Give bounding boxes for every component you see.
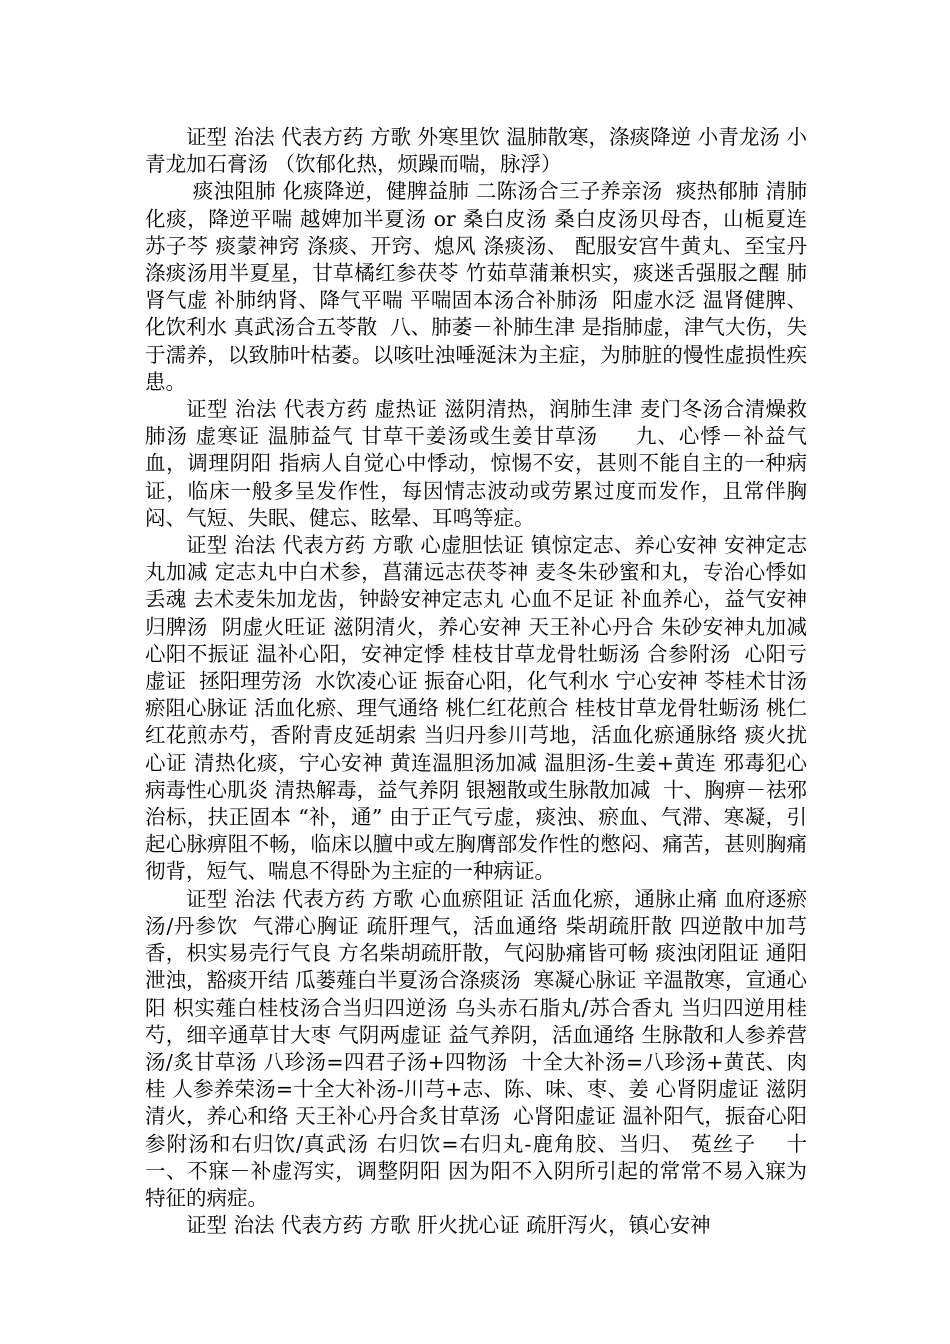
document-page (145, 124, 821, 1239)
paragraph-palpitation: 证型 治法 代表方药 方歌 心虚胆怯证 镇惊定志、养心安神 安神定志丸加减 定志丸中白术参，菖蒲远志茯苓神 麦冬朱砂蜜和丸，专治心悸如丢魂 去术麦朱加龙齿，钟龄安神定志丸 心血不足证 补血养心，益气安神 归脾汤 阴虚火旺证 滋阴清火，养心安神 天王补心丹合 朱砂安神丸加减 心阳不振证 温补心阳，安神定悸 桂枝甘草龙骨牡蛎汤 合参附汤 心阳亏虚证 拯阳理劳汤 水饮凌心证 振奋心阳，化气利水 宁心安神 苓桂术甘汤 瘀阻心脉证 活血化瘀、理气通络 桃仁红花煎合 桂枝甘草龙骨牡蛎汤 桃仁红花煎赤芍，香附青皮延胡索 当归丹参川芎地，活血化瘀通脉络 痰火扰心证 清热化痰，宁心安神 黄连温胆汤加减 温胆汤-生姜+黄连 邪毒犯心 病毒性心肌炎 清热解毒，益气养阴 银翘散或生脉散加减 十、胸痹－祛邪治标，扶正固本 “补，通” 由于正气亏虚，痰浊、瘀血、气滞、寒凝，引起心脉痹阻不畅，临床以膻中或左胸膺部发作性的憋闷、痛苦，甚则胸痛彻背，短气、喘息不得卧为主症的一种病证。 (145, 533, 821, 884)
paragraph-chest-bi: 证型 治法 代表方药 方歌 心血瘀阻证 活血化瘀，通脉止痛 血府逐瘀汤/丹参饮 气滞心胸证 疏肝理气，活血通络 柴胡疏肝散 四逆散中加芎香，枳实易壳行气良 方名柴胡疏肝散，气闷胁痛皆可畅 痰浊闭阻证 通阳泄浊，豁痰开结 瓜蒌薤白半夏汤合涤痰汤 寒凝心脉证 辛温散寒，宣通心阳 枳实薤白桂枝汤合当归四逆汤 乌头赤石脂丸/苏合香丸 当归四逆用桂芍，细辛通草甘大枣 气阴两虚证 益气养阴，活血通络 生脉散和人参养营汤/炙甘草汤 八珍汤=四君子汤+四物汤 十全大补汤=八珍汤+黄芪、肉桂 人参养荣汤=十全大补汤-川芎+志、陈、味、枣、姜 心肾阴虚证 滋阴清火，养心和络 天王补心丹合炙甘草汤 心肾阳虚证 温补阳气，振奋心阳 参附汤和右归饮/真武汤 右归饮=右归丸-鹿角胶、当归、 菟丝子 十一、不寐－补虚泻实，调整阴阳 因为阳不入阴所引起的常常不易入寐为特征的病症。 (145, 886, 814, 1210)
paragraph-lung-atrophy: 证型 治法 代表方药 虚热证 滋阴清热，润肺生津 麦门冬汤合清燥救肺汤 虚寒证 温肺益气 甘草干姜汤或生姜甘草汤 九、心悸－补益气血，调理阴阳 指病人自觉心中悸动，惊惕不安，甚则不能自主的一种病证，临床一般多呈发作性，每因情志波动或劳累过度而发作，且常伴胸闷、气短、失眠、健忘、眩晕、耳鸣等症。 (145, 397, 807, 530)
paragraph-lung-cough-table: 证型 治法 代表方药 方歌 外寒里饮 温肺散寒，涤痰降逆 小青龙汤 小青龙加石膏汤 （饮郁化热，烦躁而喘，脉浮） (145, 125, 807, 177)
paragraph-insomnia: 证型 治法 代表方药 方歌 肝火扰心证 疏肝泻火，镇心安神 (186, 1213, 711, 1238)
paragraph-lung-syndromes: 痰浊阻肺 化痰降逆，健脾益肺 二陈汤合三子养亲汤 痰热郁肺 清肺化痰，降逆平喘 越婢加半夏汤 or 桑白皮汤 桑白皮汤贝母杏，山栀夏连苏子芩 痰蒙神窍 涤痰、开窍、熄风 涤痰汤、 配服安宫牛黄丸、至宝丹 涤痰汤用半夏星，甘草橘红参茯苓 竹茹草蒲兼枳实，痰迷舌强服之醒 肺肾气虚 补肺纳肾、降气平喘 平喘固本汤合补肺汤 阳虚水泛 温肾健脾、化饮利水 真武汤合五苓散 八、肺萎－补肺生津 是指肺虚，津气大伤，失于濡养，以致肺叶枯萎。以咳吐浊唾涎沫为主症，为肺脏的慢性虚损性疾患。 (145, 179, 814, 394)
